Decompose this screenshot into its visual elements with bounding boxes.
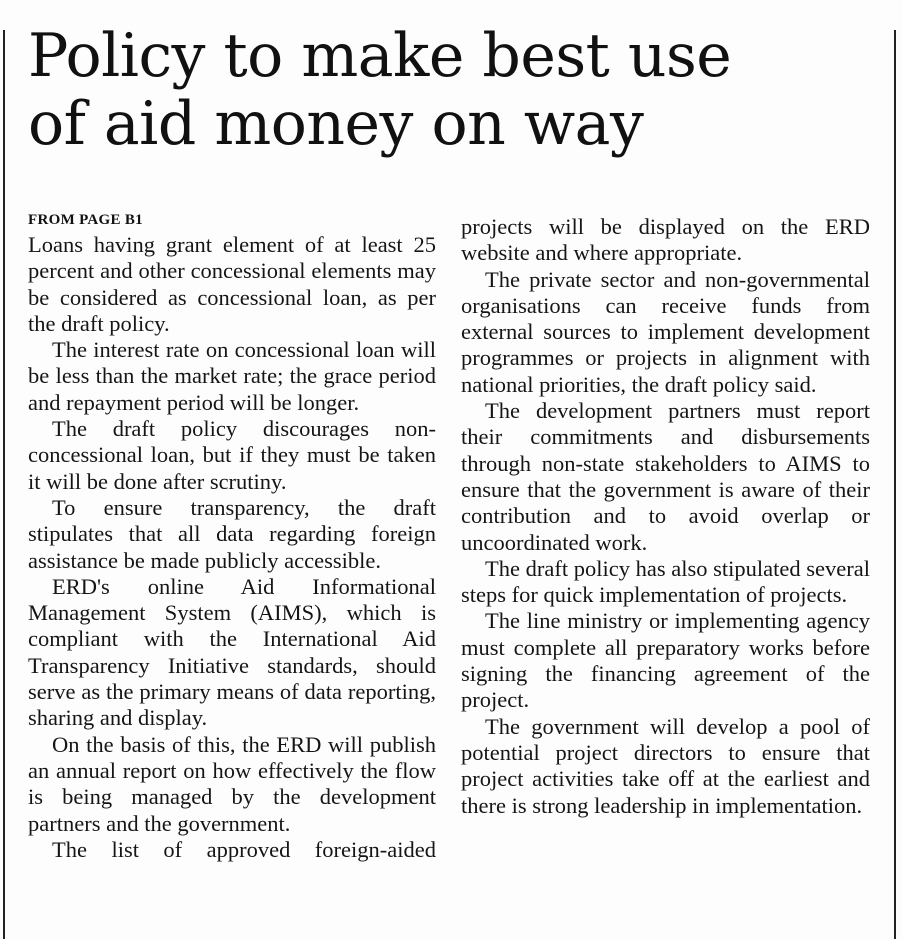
kicker: FROM PAGE B1 — [28, 212, 143, 228]
paragraph: The private sector and non-governmental organisations can receive funds from external sources to implement development programmes or projects in alignment with national priorities, the draft policy said. — [461, 266, 870, 397]
article-column-right — [461, 214, 870, 819]
paragraph: Loans having grant element of at least 25 percent and other concessional elements may be considered as concessional loan, as per the draft policy. — [28, 232, 436, 336]
headline-line-1: Policy to make best use — [28, 21, 732, 91]
paragraph: To ensure transparency, the draft stipulates that all data regarding foreign assistance be made publicly accessible. — [28, 494, 436, 573]
paragraph: The draft policy discourages non-concessional loan, but if they must be taken it will be done after scrutiny. — [28, 416, 436, 494]
paragraph: On the basis of this, the ERD will publish an annual report on how effectively the flow is being managed by the development partners and the government. — [28, 731, 436, 836]
paragraph: projects will be displayed on the ERD website and where appropriate. — [461, 214, 870, 266]
paragraph: The government will develop a pool of potential project directors to ensure that project activities take off at the earliest and there is strong leadership in implementation. — [461, 713, 870, 818]
left-column-rule — [3, 30, 5, 939]
paragraph: The interest rate on concessional loan will be less than the market rate; the grace period and repayment period will be longer. — [28, 337, 436, 415]
article-column-left — [28, 210, 436, 863]
right-column-rule — [894, 30, 896, 939]
headline-line-2: of aid money on way — [28, 89, 644, 159]
paragraph: The development partners must report their commitments and disbursements through non-state stakeholders to AIMS to ensure that the government is aware of their contribution and to avoid overlap or uncoordinated work. — [461, 398, 870, 555]
headline — [28, 22, 878, 158]
paragraph: The line ministry or implementing agency must complete all preparatory works before signing the financing agreement of the project. — [461, 608, 870, 713]
paragraph: The draft policy has also stipulated several steps for quick implementation of projects. — [461, 555, 870, 608]
paragraph: The list of approved foreign-aided — [52, 836, 436, 862]
paragraph: ERD's online Aid Informational Management System (AIMS), which is compliant with the International Aid Transparency Initiative standards, should serve as the primary means of data reporting, sharing and display. — [28, 573, 436, 731]
